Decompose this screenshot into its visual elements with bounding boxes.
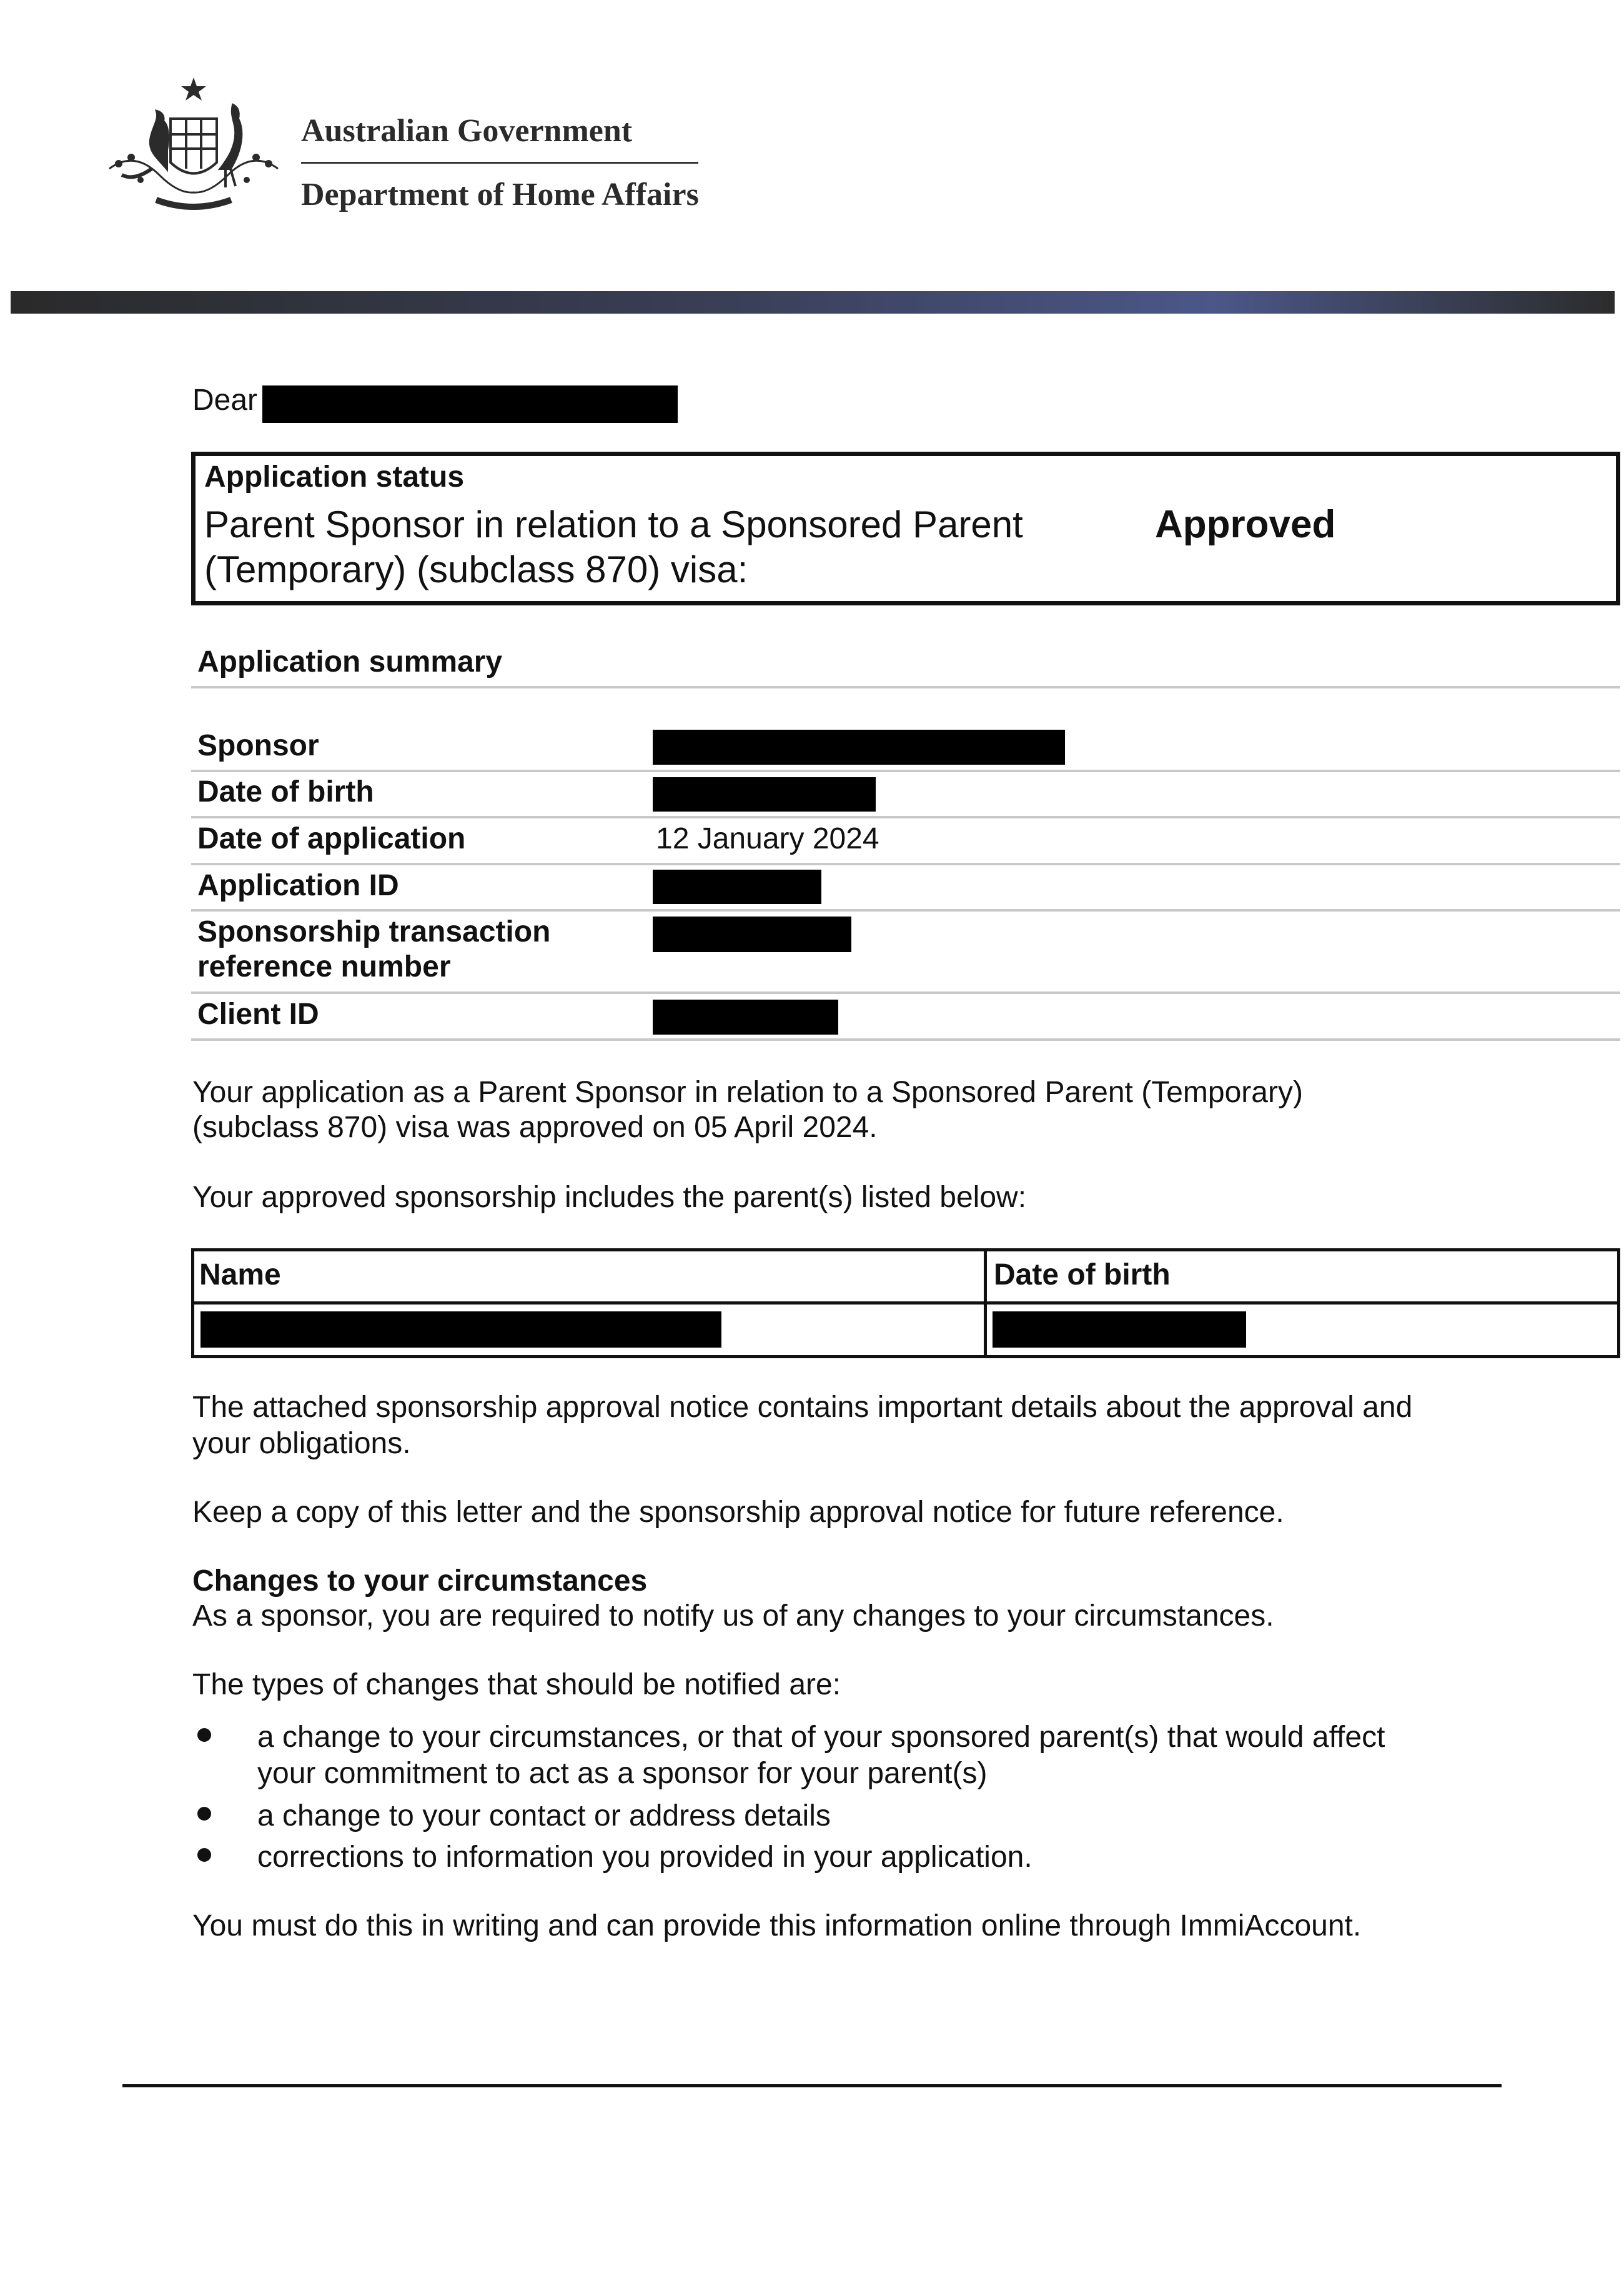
summary-rule — [191, 816, 1620, 818]
summary-rule — [191, 863, 1620, 865]
keep-copy-text: Keep a copy of this letter and the sponsorship approval notice for future reference. — [192, 1496, 1284, 1529]
status-heading: Application status — [204, 460, 465, 494]
summary-rule — [191, 686, 1620, 688]
changes-intro: As a sponsor, you are required to notify us of any changes to your circumstances. — [192, 1599, 1274, 1633]
salutation: Dear — [192, 384, 258, 417]
summary-rule — [191, 991, 1620, 994]
changes-types-intro: The types of changes that should be notified are: — [192, 1668, 841, 1701]
department-name: Department of Home Affairs — [301, 177, 699, 212]
changes-heading: Changes to your circumstances — [192, 1564, 648, 1598]
redacted-transaction-reference — [653, 917, 851, 952]
column-header-dob: Date of birth — [994, 1258, 1171, 1291]
agency-name: Australian Government — [301, 113, 633, 149]
footer-rule — [122, 2084, 1502, 2087]
redacted-application-id — [653, 870, 821, 904]
bullet-icon — [197, 1807, 211, 1821]
summary-rule — [191, 909, 1620, 912]
summary-label-transaction-ref-line2: reference number — [197, 950, 451, 983]
header-band — [11, 291, 1615, 314]
notice-line1: The attached sponsorship approval notice contains important details about the approval and — [192, 1391, 1413, 1424]
approval-text-line1: Your application as a Parent Sponsor in relation to a Sponsored Parent (Temporary) — [192, 1076, 1303, 1109]
redacted-parent-dob — [993, 1311, 1246, 1348]
bullet-icon — [197, 1728, 211, 1742]
bullet-3: corrections to information you provided in your application. — [257, 1841, 1032, 1874]
agency-divider — [301, 162, 698, 164]
redacted-parent-name — [201, 1311, 721, 1348]
summary-label-transaction-ref-line1: Sponsorship transaction — [197, 915, 551, 948]
status-visa-line1: Parent Sponsor in relation to a Sponsored Parent — [204, 504, 1023, 545]
closing-text: You must do this in writing and can provide this information online through ImmiAccount. — [192, 1909, 1362, 1942]
bullet-2: a change to your contact or address details — [257, 1799, 831, 1832]
summary-heading: Application summary — [197, 645, 503, 678]
summary-label-date-of-application: Date of application — [197, 822, 466, 855]
column-header-name: Name — [199, 1258, 281, 1291]
redacted-sponsor — [653, 730, 1065, 765]
parents-table — [191, 1248, 1620, 1358]
bullet-1-line1: a change to your circumstances, or that of your sponsored parent(s) that would affect — [257, 1721, 1385, 1754]
redacted-recipient-name — [262, 385, 678, 423]
summary-label-dob: Date of birth — [197, 775, 374, 808]
summary-rule — [191, 770, 1620, 772]
status-visa-line2: (Temporary) (subclass 870) visa: — [204, 549, 748, 590]
redacted-client-id — [653, 1000, 838, 1035]
coat-of-arms-icon — [97, 75, 290, 219]
summary-label-application-id: Application ID — [197, 869, 399, 902]
table-divider — [194, 1301, 1617, 1305]
summary-label-sponsor: Sponsor — [197, 729, 319, 762]
bullet-icon — [197, 1848, 211, 1862]
summary-label-client-id: Client ID — [197, 998, 319, 1031]
approval-text-line2: (subclass 870) visa was approved on 05 April 2024. — [192, 1111, 878, 1144]
bullet-1-line2: your commitment to act as a sponsor for your parent(s) — [257, 1757, 988, 1790]
summary-value-date-of-application: 12 January 2024 — [656, 822, 879, 855]
status-value: Approved — [1155, 503, 1336, 546]
notice-line2: your obligations. — [192, 1427, 411, 1460]
summary-rule — [191, 1038, 1620, 1041]
parents-intro: Your approved sponsorship includes the parent(s) listed below: — [192, 1181, 1027, 1214]
application-status-box — [191, 452, 1620, 605]
redacted-sponsor-dob — [653, 777, 876, 812]
